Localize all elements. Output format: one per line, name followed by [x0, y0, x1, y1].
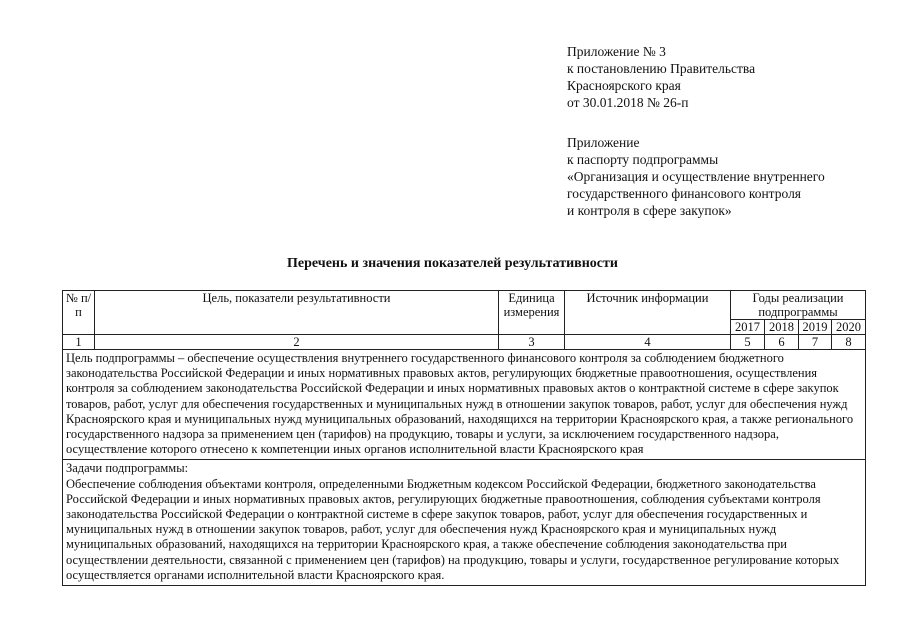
tasks-row	[63, 460, 866, 586]
attachment-passport-line: Приложение	[567, 135, 640, 150]
document-title: Перечень и значения показателей результативности	[287, 256, 618, 271]
header-year: 2019	[799, 320, 832, 335]
tasks-cell	[63, 460, 866, 586]
tasks-label: Задачи подпрограммы:	[66, 461, 189, 476]
column-number-row	[63, 335, 866, 350]
header-num: № п/п	[63, 291, 95, 335]
header-year: 2018	[765, 320, 799, 335]
column-number: 1	[63, 335, 95, 350]
column-number: 2	[95, 335, 499, 350]
header-unit: Единица измерения	[499, 291, 565, 335]
column-number: 8	[832, 335, 866, 350]
attachment-passport-line: и контроля в сфере закупок»	[567, 203, 732, 218]
attachment-passport-line: государственного финансового контроля	[567, 186, 802, 201]
header-year: 2017	[731, 320, 765, 335]
attachment-order-line: от 30.01.2018 № 26-п	[567, 95, 689, 110]
goal-row	[63, 350, 866, 460]
column-number: 6	[765, 335, 799, 350]
column-number: 7	[799, 335, 832, 350]
header-source: Источник информации	[565, 291, 731, 335]
column-number: 3	[499, 335, 565, 350]
header-year: 2020	[832, 320, 866, 335]
column-number: 5	[731, 335, 765, 350]
attachment-order-line: Приложение № 3	[567, 44, 666, 59]
attachment-passport-block	[567, 134, 825, 219]
attachment-passport-line: «Организация и осуществление внутреннего	[567, 169, 825, 184]
attachment-passport-line: к паспорту подпрограммы	[567, 152, 719, 167]
tasks-text: Обеспечение соблюдения объектами контроля, определенными Бюджетным кодексом Российской Федерации, бюджетного законодательства Российской Федерации и иных нормативных правовых актов, регулирующих бюджетные правоотношения, соблюдения субъектами контроля законодательства Российской Федерации о контрактной системе в сфере закупок товаров, работ, услуг для обеспечения государственных и муниципальных нужд в отношении закупок товаров, работ, услуг для обеспечения нужд Красноярского края и муниципальных нужд муниципальных образований, находящихся на территории Красноярского края, а также обеспечение соблюдения законодательства при осуществлении деятельности, связанной с применением цен (тарифов) на продукцию, товары и услуги, государственное регулирование которых осуществляется органами исполнительной власти Красноярского края.	[66, 476, 840, 582]
header-goal: Цель, показатели результативности	[95, 291, 499, 335]
goal-text: Цель подпрограммы – обеспечение осуществления внутреннего государственного финансового контроля за соблюдением бюджетного законодательства Российской Федерации и иных нормативных правовых актов, регулирующих бюджетные правоотношения, осуществления контроля за соблюдением законодательства Российской Федерации и иных нормативных правовых актов о контрактной системе в сфере закупок товаров, работ, услуг для обеспечения государственных и муниципальных нужд в отношении закупок товаров, работ, услуг для обеспечения нужд Красноярского края и муниципальных нужд муниципальных образований, находящихся на территории Красноярского края, а также регионального государственного надзора за применением цен (тарифов) на продукцию, товары и услуги, за исключением государственного надзора, осуществление которого отнесено к компетенции иных органов исполнительной власти Красноярского края	[63, 350, 866, 460]
column-number: 4	[565, 335, 731, 350]
attachment-order-line: к постановлению Правительства	[567, 61, 756, 76]
attachment-order-line: Красноярского края	[567, 78, 681, 93]
indicators-table	[62, 290, 866, 586]
header-years-group: Годы реализации подпрограммы	[731, 291, 866, 320]
attachment-order-block	[567, 43, 755, 111]
